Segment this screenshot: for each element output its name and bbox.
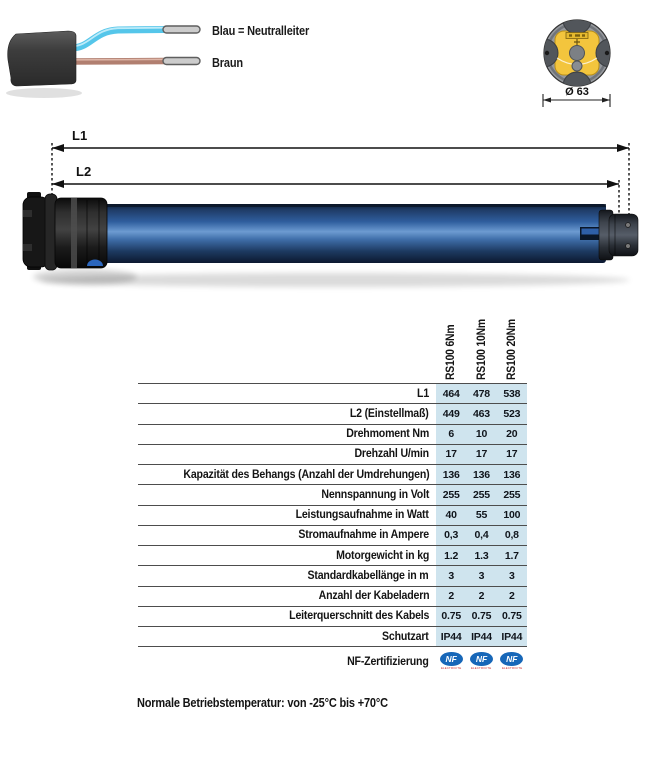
row-value-cell: 6 <box>448 428 454 441</box>
row-value-cell: 0.75 <box>441 610 461 623</box>
column-header-rs100-20nm: RS100 20Nm <box>506 319 518 380</box>
row-label: L1 <box>417 387 429 400</box>
row-value-cell: 40 <box>445 509 457 522</box>
wire-tip-icon <box>163 26 200 33</box>
row-label: Leistungsaufnahme in Watt <box>295 509 429 522</box>
row-value-cell: 0,8 <box>504 529 519 542</box>
table-row <box>138 506 527 526</box>
row-value-cell: 136 <box>473 468 490 481</box>
row-value-cell: 478 <box>473 387 490 400</box>
row-values <box>436 465 527 484</box>
row-value-cell: IP44 <box>501 630 523 643</box>
row-label: Anzahl der Kabeladern <box>318 590 429 603</box>
l1-label: L1 <box>72 128 88 143</box>
table-row <box>138 627 527 647</box>
row-value-cell: 464 <box>442 387 460 400</box>
l2-dimension-line <box>52 180 619 188</box>
row-value-cell: 136 <box>503 468 521 481</box>
row-value-cell: 523 <box>503 407 521 420</box>
table-row <box>138 526 527 546</box>
row-values <box>436 485 527 504</box>
row-value-cell: 1.2 <box>444 549 459 562</box>
row-value-cell: 3 <box>509 569 515 582</box>
row-value-cell: 17 <box>506 448 518 461</box>
table-row <box>138 445 527 465</box>
row-value-cell: 3 <box>478 569 485 582</box>
l1-dimension-line <box>52 144 629 152</box>
spec-table-rows <box>138 384 527 647</box>
row-values <box>436 627 527 646</box>
motor-tube <box>103 204 606 263</box>
row-value-cell: 255 <box>473 488 490 501</box>
nf-badge: NF ELECTRICITE <box>440 654 462 670</box>
row-value-cell: 2 <box>478 590 485 603</box>
row-label: Kapazität des Behangs (Anzahl der Umdrehungen) <box>182 468 429 481</box>
row-label: Standardkabellänge in m <box>307 569 429 582</box>
nf-logo-icon: NF <box>470 652 493 666</box>
row-value-cell: IP44 <box>440 630 462 643</box>
row-value-cell: 0,3 <box>444 529 459 542</box>
row-value-cell: 2 <box>509 590 515 603</box>
row-label: Schutzart <box>382 630 429 643</box>
motor-drive-head <box>23 192 107 270</box>
row-values <box>436 425 527 444</box>
row-label: Drehmoment Nm <box>346 428 429 441</box>
l2-label: L2 <box>76 164 92 179</box>
diameter-label: Ø 63 <box>565 86 589 98</box>
row-values <box>436 506 527 525</box>
row-label: Drehzahl U/min <box>354 448 429 461</box>
nf-logo-icon: NF <box>440 652 463 666</box>
cable-figure <box>6 12 211 107</box>
row-value-cell: 100 <box>503 509 521 522</box>
row-values <box>436 607 527 626</box>
column-header-rs100-10nm: RS100 10Nm <box>475 319 488 380</box>
row-value-cell: 0,4 <box>474 529 489 542</box>
row-values <box>436 546 527 565</box>
motor-figure <box>15 140 647 298</box>
cable-shadow <box>6 88 82 98</box>
row-label: Motorgewicht in kg <box>335 549 429 562</box>
operating-temperature-note: Normale Betriebstemperatur: von -25°C bis +70°C <box>137 696 388 710</box>
table-row <box>138 404 527 424</box>
nf-logo-icon: NF <box>500 652 523 666</box>
row-values <box>436 384 527 403</box>
brown-wire-label: Braun <box>212 56 243 70</box>
wire-tip-icon <box>163 58 200 65</box>
table-row <box>138 465 527 485</box>
brown-wire <box>72 58 200 65</box>
row-value-cell: 463 <box>473 407 490 420</box>
nf-badge: NF ELECTRICITE <box>501 654 522 670</box>
table-row <box>138 384 527 404</box>
row-value-cell: 17 <box>445 448 457 461</box>
row-value-cell: 0.75 <box>502 610 522 623</box>
table-row <box>138 587 527 607</box>
row-value-cell: 255 <box>442 488 460 501</box>
row-value-cell: IP44 <box>471 630 492 643</box>
motor-head-shadow <box>33 269 137 285</box>
row-value-cell: 1.7 <box>504 549 519 562</box>
table-row <box>138 425 527 445</box>
table-row <box>138 546 527 566</box>
row-values <box>436 404 527 423</box>
row-label: L2 (Einstellmaß) <box>350 407 429 420</box>
row-value-cell: 3 <box>448 569 454 582</box>
table-row <box>138 607 527 627</box>
row-value-cell: 538 <box>503 387 521 400</box>
column-header-rs100-6nm: RS100 6Nm <box>445 324 457 380</box>
nf-badge: NF ELECTRICITE <box>471 654 492 670</box>
row-value-cell: 10 <box>475 428 488 441</box>
row-values <box>436 526 527 545</box>
row-values <box>436 445 527 464</box>
nf-badges <box>436 652 527 671</box>
row-values <box>436 566 527 585</box>
table-row <box>138 485 527 505</box>
blue-wire-label: Blau = Neutralleiter <box>212 24 310 38</box>
row-value-cell: 255 <box>503 488 521 501</box>
row-label: NF-Zertifizierung <box>347 655 429 668</box>
row-label: Stromaufnahme in Ampere <box>298 529 429 542</box>
row-value-cell: 0.75 <box>471 610 492 623</box>
row-value-cell: 1.3 <box>474 549 489 562</box>
table-row <box>138 566 527 586</box>
cable-sheath <box>8 31 76 86</box>
row-values <box>436 587 527 606</box>
row-value-cell: 17 <box>475 448 488 461</box>
motor-end-cap <box>599 210 638 260</box>
row-value-cell: 136 <box>442 468 460 481</box>
blue-wire <box>72 26 200 48</box>
spec-table <box>138 383 527 676</box>
nf-certification-row <box>138 647 527 676</box>
row-label: Nennspannung in Volt <box>321 488 429 501</box>
row-value-cell: 2 <box>448 590 454 603</box>
row-value-cell: 55 <box>475 509 488 522</box>
row-value-cell: 449 <box>442 407 460 420</box>
row-value-cell: 20 <box>506 428 518 441</box>
row-label: Leiterquerschnitt des Kabels <box>288 610 429 623</box>
